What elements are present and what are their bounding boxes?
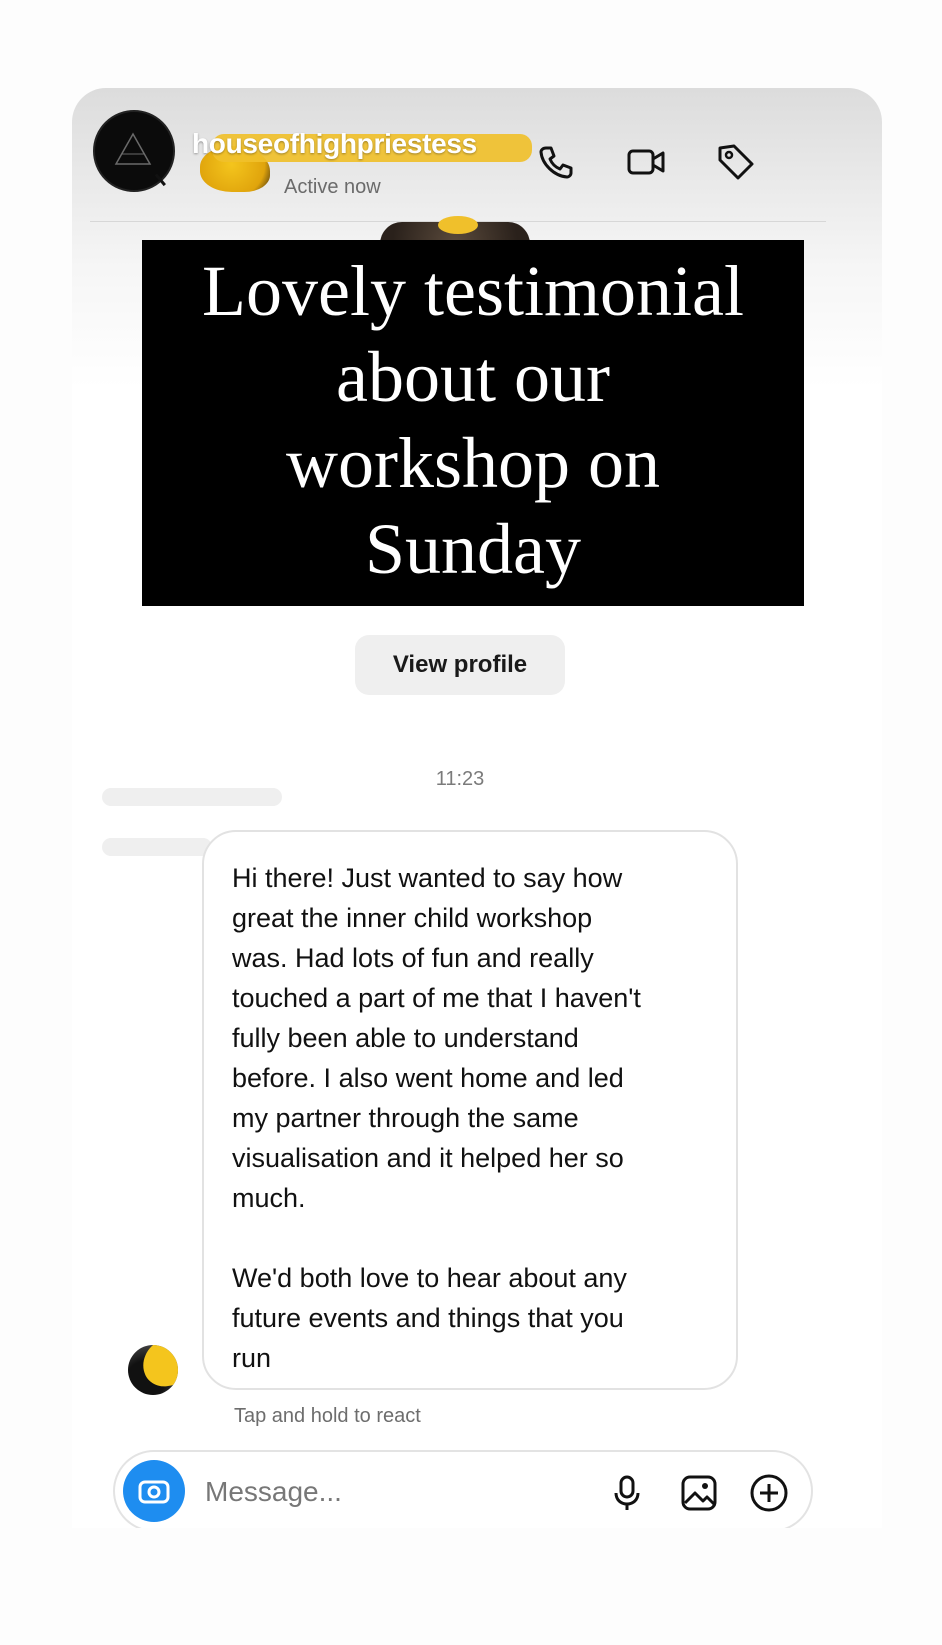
- faded-background-text: [102, 838, 212, 856]
- add-circle-icon[interactable]: [747, 1471, 791, 1515]
- message-text: Hi there! Just wanted to say how great the inner child workshop was. Had lots of fun and really touched a part of me that I haven't fully been able to understand before. I also went home and led my partner through the same visualisation and it helped her so much. We'd both love to hear about any future events and things that you run: [232, 863, 641, 1373]
- incoming-message-bubble[interactable]: [202, 830, 738, 1390]
- story-text-overlay: [142, 240, 804, 606]
- view-profile-button[interactable]: View profile: [355, 635, 565, 695]
- tag-icon[interactable]: [714, 140, 758, 184]
- camera-icon: [137, 1474, 171, 1508]
- message-input[interactable]: [203, 1468, 537, 1516]
- logo-triangle-icon: [112, 130, 154, 170]
- sender-avatar[interactable]: [128, 1345, 178, 1395]
- message-composer: [113, 1450, 813, 1528]
- react-hint: Tap and hold to react: [234, 1405, 421, 1427]
- message-timestamp: 11:23: [435, 768, 485, 790]
- active-status: Active now: [284, 176, 381, 198]
- video-camera-icon[interactable]: [624, 140, 668, 184]
- overlay-caption: Lovely testimonial about our workshop on Sunday: [202, 251, 744, 589]
- microphone-icon[interactable]: [605, 1471, 649, 1515]
- gallery-icon[interactable]: [677, 1471, 721, 1515]
- contact-username[interactable]: houseofhighpriestess: [192, 128, 477, 159]
- camera-button[interactable]: [123, 1460, 185, 1522]
- phone-icon[interactable]: [534, 140, 578, 184]
